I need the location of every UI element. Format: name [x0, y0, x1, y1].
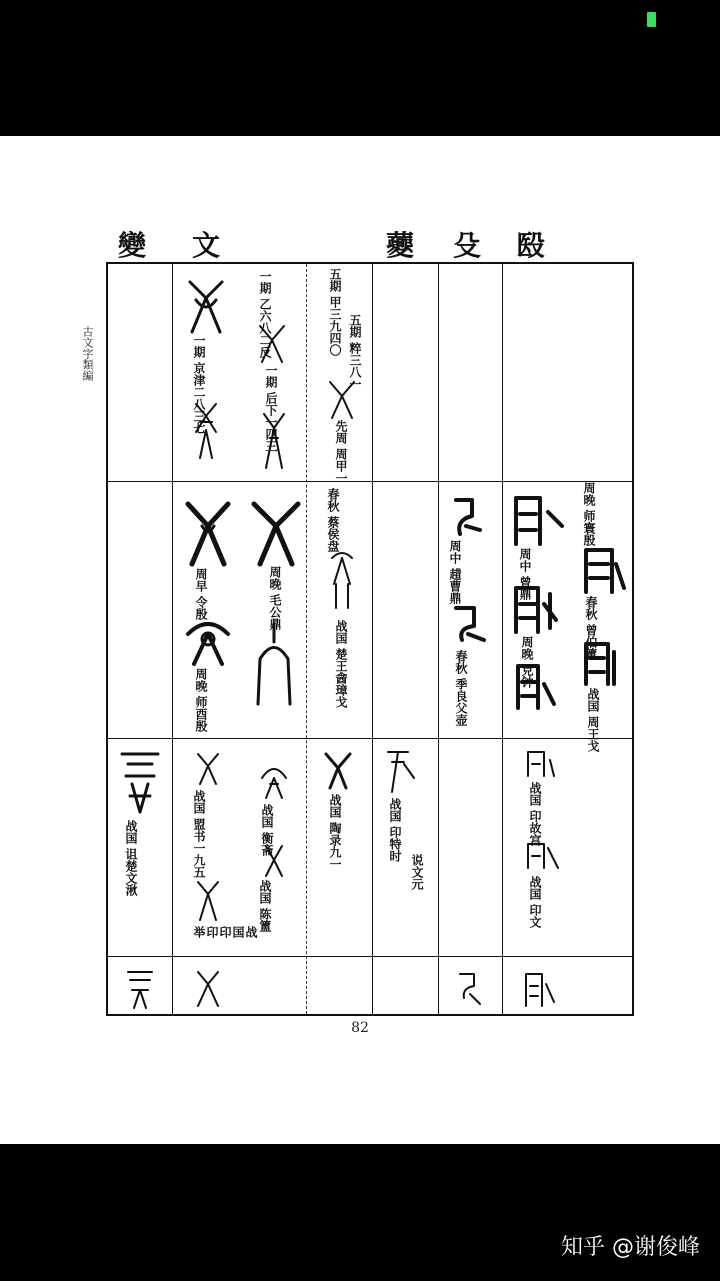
status-bar: [0, 0, 720, 136]
watermark: 知乎 @谢俊峰: [561, 1235, 700, 1260]
source-caption: 五期 粹三八一: [348, 314, 362, 391]
document-page[interactable]: [0, 136, 720, 1144]
modern-glyph: [460, 974, 480, 1004]
source-caption: 一期 京津二八三七: [192, 334, 206, 435]
bottom-bar: [0, 1144, 720, 1281]
seal-glyph: [326, 754, 350, 788]
source-caption: 战国 衡斋: [260, 804, 274, 857]
source-caption: 春秋 季良父壶: [454, 650, 468, 727]
source-caption: 春秋 曾伯簠: [584, 596, 598, 661]
seal-glyph: [122, 754, 158, 812]
source-caption: 战国 诅楚文湫: [124, 820, 138, 897]
source-caption: 五期 甲三九四〇: [328, 268, 342, 357]
heading-yi: 殹: [517, 229, 546, 262]
character-table: 一期 京津二八三七 一期 乙六八二反 一期 后下一四三 五期 甲三九四〇 五期 粹三八一 先周 周甲一 周早 令殷 周晚 毛公鼎 春秋 蔡侯盘 周晚 师酉殷 战国 楚王酓璋戈 周中 趞曹鼎 春秋 季良父壶 周晚 师寰殷 周中 曾鼎 春秋 曾伯簠 周晚 克钟 战国 周王戈 战国 诅楚文湫 战国 盟书一九五 战国 衡斋 战国 陶录九一 战国 印特时 战国 印故宫 战国 印印举 战国 陈簠 说文元 战国 印文: [106, 262, 634, 1016]
seal-glyph: [262, 769, 286, 798]
seal-glyph: [198, 882, 218, 920]
seal-glyph: [388, 752, 414, 792]
source-caption: 周晚 毛公鼎: [268, 566, 282, 631]
page-number: 82: [351, 1020, 369, 1036]
source-caption: 战国 陈簠: [258, 880, 272, 933]
bronze-glyph: [188, 624, 228, 664]
modern-glyph: [198, 972, 218, 1006]
source-caption: 战国 印故宫: [528, 782, 542, 847]
source-caption: 周晚 师寰殷: [582, 482, 596, 547]
source-caption: 战国 周王戈: [586, 688, 600, 753]
bronze-glyph: [456, 500, 480, 534]
source-caption: 春秋 蔡侯盘: [326, 488, 340, 553]
battery-icon: [647, 12, 656, 27]
source-caption: 战国 盟书一九五: [192, 790, 206, 879]
seal-glyph: [528, 752, 554, 776]
heading-kui: 虁: [386, 229, 415, 262]
source-caption: 战国 陶录九一: [328, 794, 342, 871]
source-caption: 说文元: [410, 854, 424, 890]
oracle-glyph: [190, 282, 222, 332]
heading-shu: 殳: [453, 229, 482, 262]
source-caption: 一期 乙六八二反: [258, 270, 272, 359]
heading-bian: 變: [118, 229, 147, 262]
source-caption: 先周 周甲一: [334, 420, 348, 485]
source-caption: 周晚 师酉殷: [194, 668, 208, 733]
bronze-glyph: [332, 553, 352, 608]
source-caption: 周早 令殷: [194, 568, 208, 621]
bronze-glyph: [254, 504, 298, 564]
bronze-glyph: [516, 498, 562, 544]
source-caption: 周晚 克钟: [520, 636, 534, 689]
spine-title: 古文字類編: [81, 326, 94, 381]
bronze-glyph: [188, 504, 228, 564]
source-caption: 战国 印文: [528, 876, 542, 929]
modern-glyph: [526, 974, 554, 1006]
seal-glyph: [528, 844, 558, 868]
ancient-glyphs: [108, 264, 636, 1018]
modern-glyph: [128, 972, 152, 1008]
bronze-glyph: [258, 624, 290, 704]
heading-wen: 文: [192, 229, 221, 262]
source-caption: 战国 楚王酓璋戈: [334, 620, 348, 709]
source-caption: 周中 曾鼎: [518, 548, 532, 601]
source-caption: 一期 后下一四三: [264, 364, 278, 453]
source-caption: 战国 印特时: [388, 798, 402, 863]
bronze-glyph: [586, 550, 624, 592]
bronze-glyph: [456, 608, 484, 640]
seal-glyph: [198, 754, 218, 784]
source-caption: 周中 趞曹鼎: [448, 540, 462, 605]
